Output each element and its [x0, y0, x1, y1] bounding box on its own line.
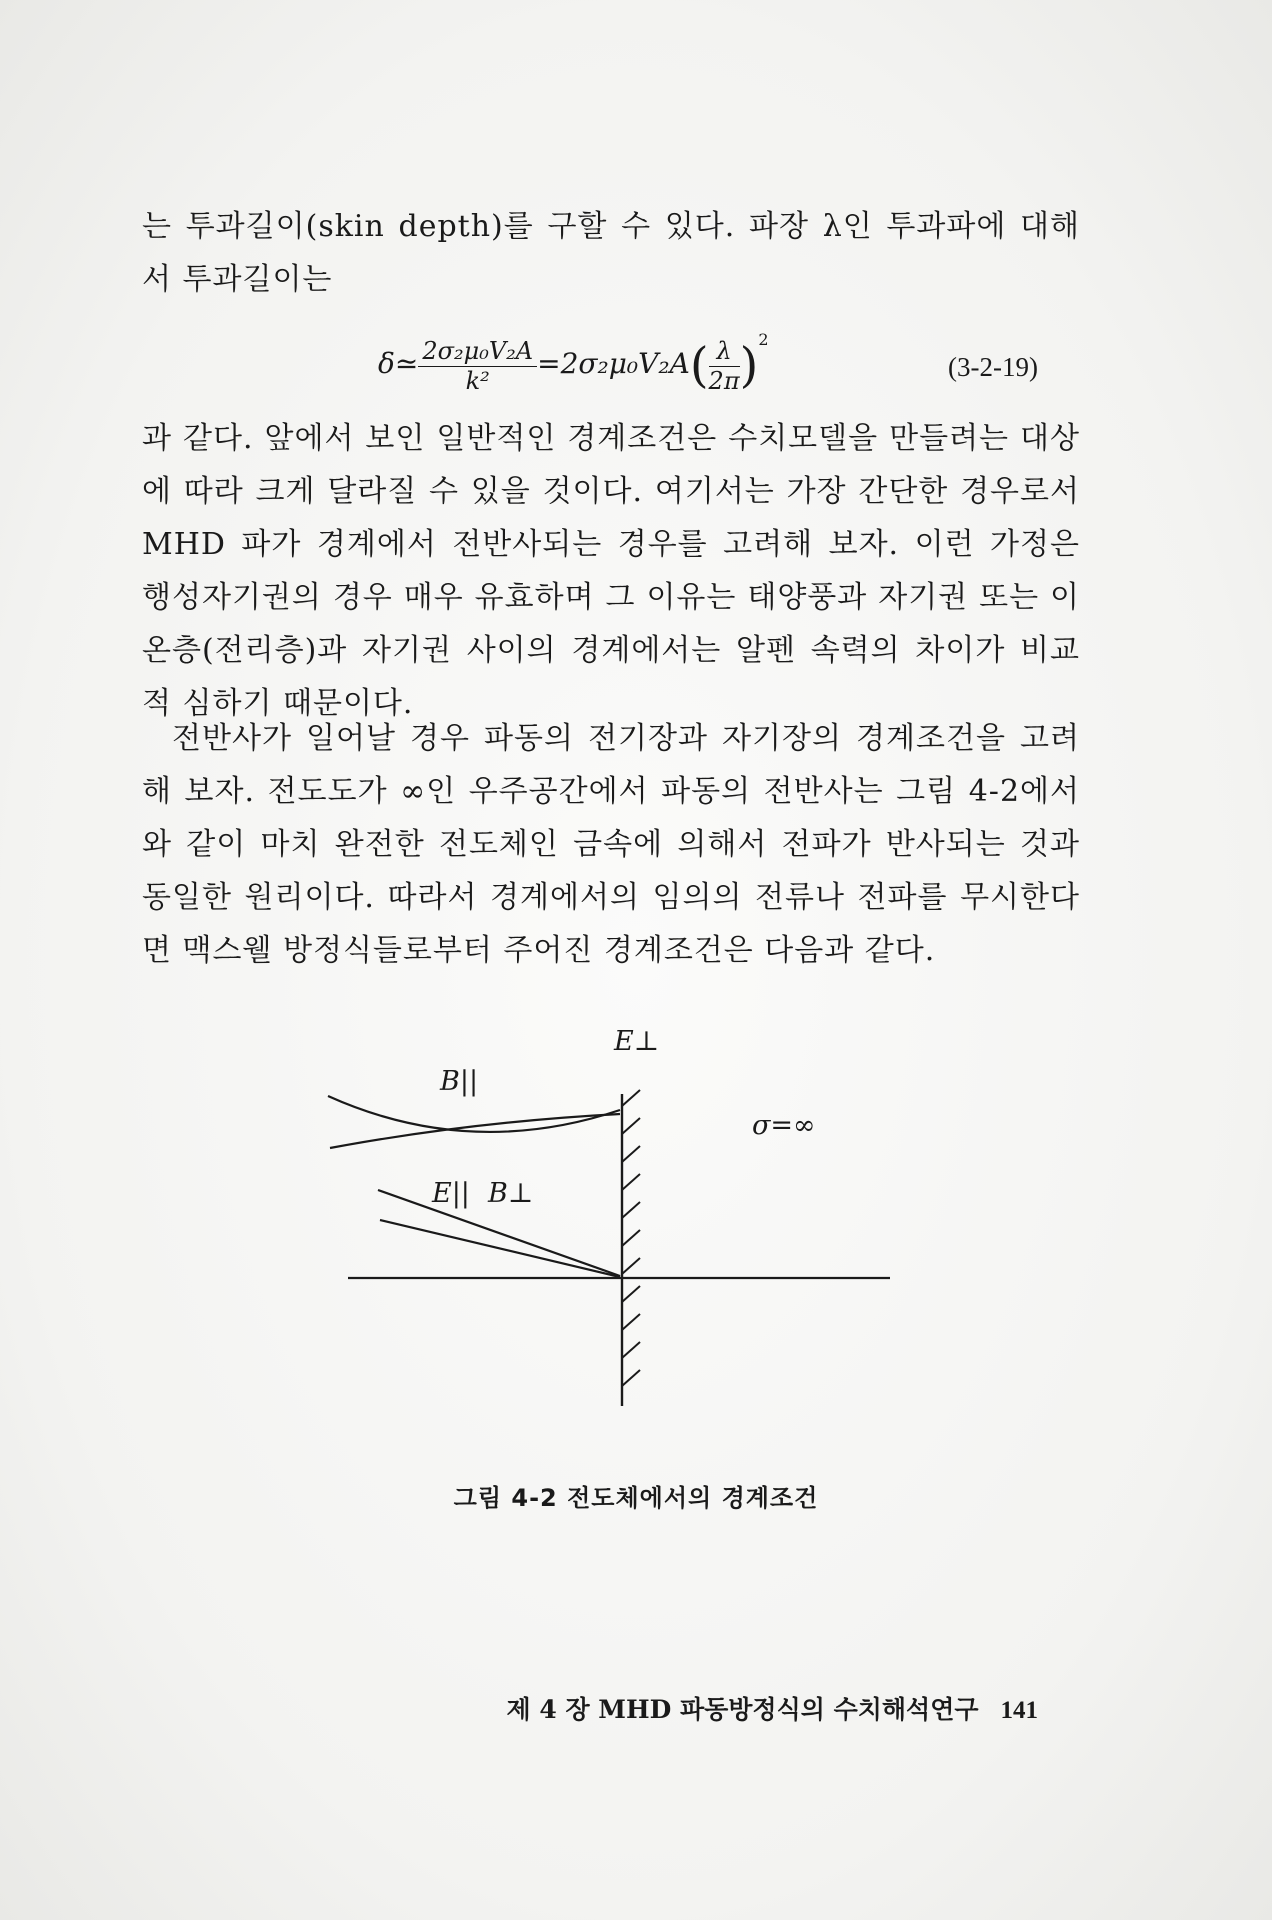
label-sigma-infinity: σ=∞	[752, 1110, 816, 1141]
eq-frac2-den: 2π	[708, 367, 740, 395]
paragraph-total-reflection: 전반사가 일어날 경우 파동의 전기장과 자기장의 경계조건을 고려해 보자. 전도도가 ∞인 우주공간에서 파동의 전반사는 그림 4-2에서와 같이 마치 완전한 전도체인 금속에 의해서 전파가 반사되는 것과 동일한 원리이다. 따라서 경계에서의 임의의 전류나 전파를 무시한다면 맥스웰 방정식들로부터 주어진 경계조건은 다음과 같다.	[142, 721, 1080, 968]
paragraph-intro: 는 투과길이(skin depth)를 구할 수 있다. 파장 λ인 투과파에 대해서 투과길이는	[142, 209, 1080, 297]
conductor-hatching	[622, 1090, 640, 1386]
eq-frac1-num: 2σ₂μ₀V₂A	[418, 336, 537, 367]
figure-svg	[0, 1010, 1272, 1430]
figure-boundary-diagram	[0, 1010, 1272, 1430]
paragraph-boundary-conditions: 과 같다. 앞에서 보인 일반적인 경계조건은 수치모델을 만들려는 대상에 따라 크게 달라질 수 있을 것이다. 여기서는 가장 간단한 경우로서 MHD 파가 경계에서 전반사되는 경우를 고려해 보자. 이런 가정은 행성자기권의 경우 매우 유효하며 그 이유는 태양풍과 자기권 또는 이온층(전리층)과 자기권 사이의 경계에서는 알펜 속력의 차이가 비교적 심하기 때문이다.	[142, 421, 1080, 721]
label-b-perp: B⊥	[488, 1178, 534, 1209]
eq-frac2-num: λ	[709, 336, 740, 367]
running-chapter-title: 제 4 장 MHD 파동방정식의 수치해석연구	[506, 1695, 979, 1724]
eq-frac1-den: k²	[465, 367, 490, 395]
label-e-parallel: E||	[432, 1178, 470, 1209]
e-parallel-line-lower	[380, 1220, 620, 1277]
label-e-perp: E⊥	[614, 1026, 660, 1057]
eq-exponent: 2	[758, 330, 769, 349]
eq-lhs: δ≃	[378, 347, 419, 380]
page-number: 141	[1000, 1697, 1038, 1724]
equation-body: δ≃ $\frac{\text{2σ₂μ₀V₂A}}{\text{k²}}$ =2σ₂μ₀V₂A( $\frac{\lambda}{2\pi}$ )$^2$	[378, 330, 769, 395]
label-b-parallel: B||	[440, 1066, 479, 1097]
eq-fraction-2	[709, 336, 740, 395]
page-footer	[0, 1690, 1038, 1726]
figure-caption: 그림 4-2 전도체에서의 경계조건	[453, 1484, 819, 1512]
eq-fraction-1	[418, 336, 537, 395]
equation-skin-depth	[0, 330, 1272, 420]
eq-mid: =2σ₂μ₀V₂A	[537, 347, 690, 380]
equation-number: (3-2-19)	[948, 352, 1038, 382]
